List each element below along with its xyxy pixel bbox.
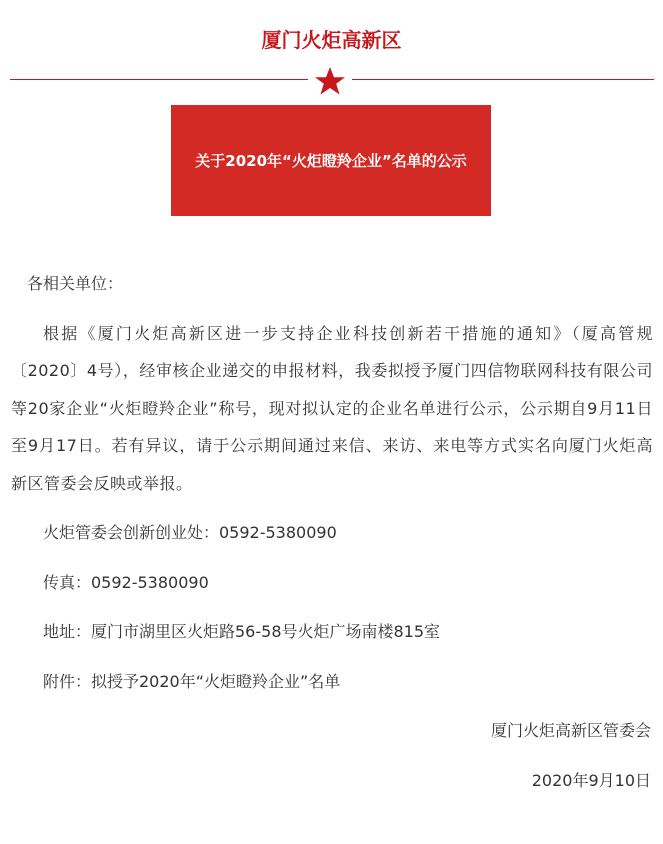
document-date: 2020年9月10日 [531, 770, 651, 790]
header-divider-left [10, 79, 308, 80]
signature: 厦门火炬高新区管委会 [490, 721, 651, 740]
body-paragraph: 根据《厦门火炬高新区进一步支持企业科技创新若干措施的通知》（厦高管规〔2020〕4号），经审核企业递交的申报材料，我委拟授予厦门四信物联网科技有限公司等20家企业“火炬瞪羚企业”称号，现对拟认定的企业名单进行公示，公示期自9月11日至9月17日。若有异议，请于公示期间通过来信、来访、来电等方式实名向厦门火炬高新区管委会反映或举报。 [11, 323, 653, 493]
document-body [11, 265, 653, 799]
contact-line: 火炬管委会创新创业处：0592-5380090 [43, 523, 337, 542]
header-divider-right [352, 79, 654, 80]
attachment-line: 附件：拟授予2020年“火炬瞪羚企业”名单 [43, 671, 341, 691]
banner-title: 关于2020年“火炬瞪羚企业”名单的公示 [195, 152, 467, 170]
salutation: 各相关单位： [27, 274, 124, 293]
star-icon [313, 66, 347, 96]
fax-line: 传真：0592-5380090 [43, 572, 209, 592]
title-banner [171, 105, 491, 216]
org-title: 厦门火炬高新区 [261, 28, 402, 52]
address-line: 地址：厦门市湖里区火炬路56-58号火炬广场南楼815室 [43, 622, 441, 641]
